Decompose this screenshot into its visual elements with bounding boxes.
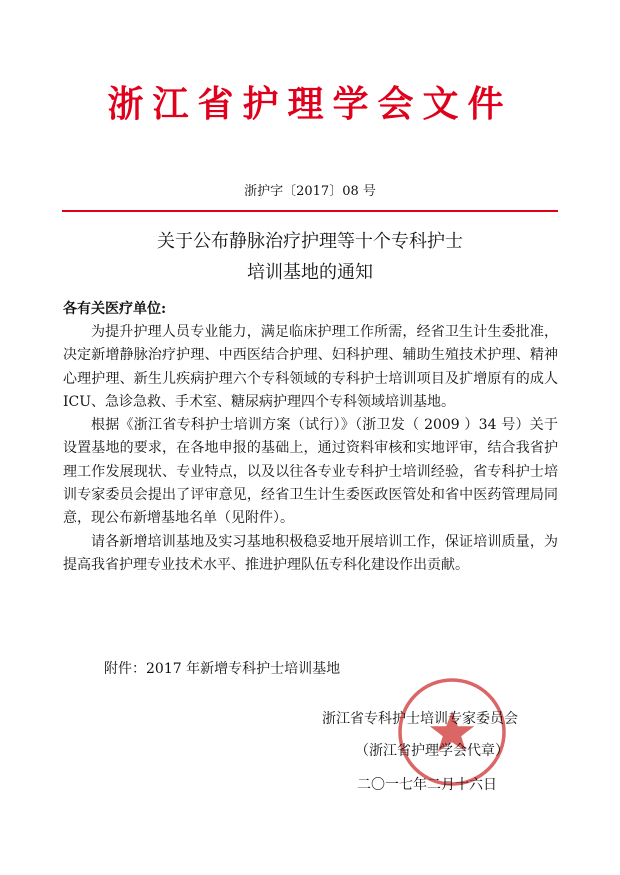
attachment-line: 附件：2017 年新增专科护士培训基地 bbox=[104, 661, 341, 677]
notice-title bbox=[0, 226, 620, 288]
notice-body bbox=[63, 298, 558, 577]
official-seal-stamp bbox=[396, 676, 508, 788]
document-number: 浙护字〔2017〕08 号 bbox=[244, 184, 376, 199]
red-divider-rule bbox=[62, 210, 558, 212]
paragraph-3: 请各新增培训基地及实习基地积极稳妥地开展培训工作，保证培训质量，为提高我省护理专业技术水平、推进护理队伍专科化建设作出贡献。 bbox=[63, 533, 558, 573]
salutation: 各有关医疗单位: bbox=[63, 301, 167, 317]
paragraph-1: 为提升护理人员专业能力，满足临床护理工作所需，经省卫生计生委批准，决定新增静脉治疗护理、中西医结合护理、妇科护理、辅助生殖技术护理、精神心理护理、新生儿疾病护理六个专科领域的专科护士培训项目及扩增原有的成人 ICU、急诊急救、手术室、糖尿病护理四个专科领域培训基地。 bbox=[63, 324, 558, 410]
paragraph-2: 根据《浙江省专科护士培训方案（试行）》（浙卫发（ 2009 ）34 号）关于设置基地的要求，在各地申报的基础上，通过资料审核和实地评审，结合我省护理工作发展现状、专业特点，以及以往各专业专科护士培训经验，省专科护士培训专家委员会提出了评审意见，经省卫生计生委医政医管处和省中医药管理局同意，现公布新增基地名单（见附件）。 bbox=[63, 417, 558, 527]
document-header-title: 浙江省护理学会文件 bbox=[107, 84, 513, 125]
signing-organization: 浙江省专科护士培训专家委员会 bbox=[322, 711, 518, 727]
signing-date: 二〇一七年二月十六日 bbox=[357, 777, 497, 793]
notice-title-line-2: 培训基地的通知 bbox=[247, 262, 373, 283]
notice-title-line-1: 关于公布静脉治疗护理等十个专科护士 bbox=[157, 231, 463, 252]
seal-note: （浙江省护理学会代章） bbox=[355, 743, 509, 759]
